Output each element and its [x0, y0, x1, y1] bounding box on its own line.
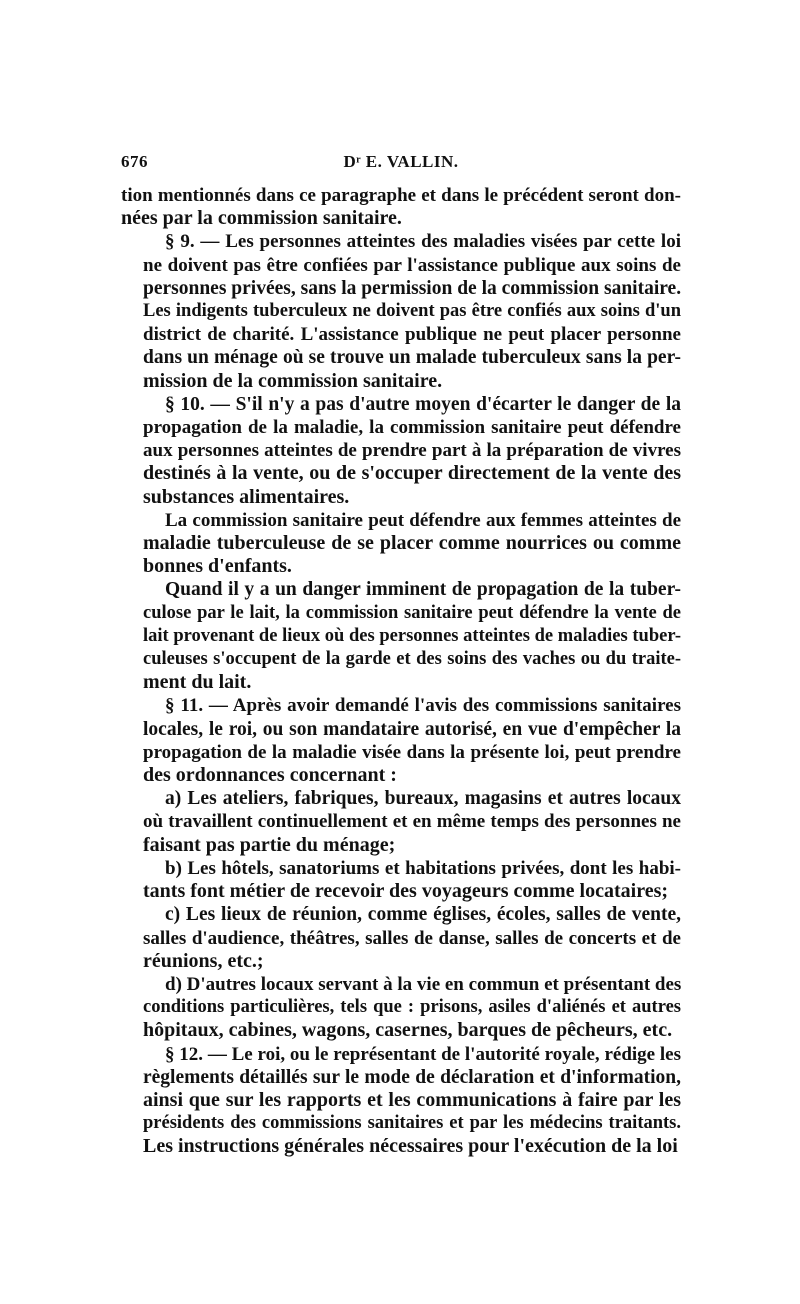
paragraph	[121, 230, 681, 392]
text-line: culose par le lait, la commission sanitaire peut défendre la vente de	[143, 602, 681, 623]
paragraph	[121, 393, 681, 509]
paragraph	[121, 694, 681, 787]
running-title: Dʳ E. VALLIN.	[343, 152, 459, 171]
text-line: Quand il y a un danger imminent de propagation de la tuber-	[165, 579, 681, 601]
text-line: ainsi que sur les rapports et les communications à faire par les	[143, 1088, 681, 1111]
paragraph	[121, 509, 681, 579]
text-line: salles d'audience, théâtres, salles de danse, salles de concerts et de	[143, 927, 681, 949]
text-line: lait provenant de lieux où des personnes atteintes de maladies tuber-	[143, 625, 681, 646]
text-line: La commission sanitaire peut défendre aux femmes atteintes de	[165, 509, 681, 531]
text-line: tion mentionnés dans ce paragraphe et dans le précédent seront don-	[121, 185, 681, 206]
text-line: propagation de la maladie, la commission sanitaire peut défendre	[143, 417, 681, 439]
paragraph	[121, 973, 681, 1043]
text-line: conditions particulières, tels que : prisons, asiles d'aliénés et autres	[143, 997, 681, 1018]
text-line: tants font métier de recevoir des voyageurs comme locataires;	[143, 880, 669, 903]
paragraph	[121, 787, 681, 857]
text-line: règlements détaillés sur le mode de déclaration et d'information,	[143, 1066, 681, 1088]
text-line: locales, le roi, ou son mandataire autorisé, en vue d'empêcher la	[143, 718, 681, 740]
page-header	[121, 150, 681, 180]
text-line: des ordonnances concernant :	[143, 764, 397, 787]
text-line: a) Les ateliers, fabriques, bureaux, magasins et autres locaux	[165, 788, 681, 810]
paragraph	[121, 1043, 681, 1159]
text-line: c) Les lieux de réunion, comme églises, écoles, salles de vente,	[165, 904, 681, 926]
text-line: district de charité. L'assistance publique ne peut placer personne	[143, 324, 681, 346]
page-body	[121, 184, 681, 1159]
text-line: Les indigents tuberculeux ne doivent pas être confiés aux soins d'un	[143, 301, 681, 322]
text-line: b) Les hôtels, sanatoriums et habitations privées, dont les habi-	[165, 857, 681, 879]
paragraph	[121, 857, 681, 903]
book-page	[121, 150, 681, 1159]
text-line: ment du lait.	[143, 671, 252, 694]
text-line: nées par la commission sanitaire.	[121, 207, 402, 230]
text-line: d) D'autres locaux servant à la vie en commun et présentant des	[165, 973, 682, 995]
paragraph	[121, 578, 681, 694]
text-line: présidents des commissions sanitaires et par les médecins traitants.	[143, 1113, 681, 1134]
paragraph	[121, 903, 681, 973]
paragraph	[121, 184, 681, 230]
text-line: ne doivent pas être confiées par l'assistance publique aux soins de	[143, 254, 681, 276]
text-line: Les instructions générales nécessaires pour l'exécution de la loi	[143, 1135, 678, 1158]
text-line: faisant pas partie du ménage;	[143, 833, 396, 856]
text-line: où travaillent continuellement et en même temps des personnes ne	[143, 811, 681, 833]
text-line: § 10. — S'il n'y a pas d'autre moyen d'écarter le danger de la	[165, 393, 681, 415]
text-line: bonnes d'enfants.	[143, 555, 292, 578]
text-line: maladie tuberculeuse de se placer comme nourrices ou comme	[143, 532, 681, 555]
text-line: dans un ménage où se trouve un malade tuberculeux sans la per-	[143, 347, 681, 369]
text-line: destinés à la vente, ou de s'occuper directement de la vente des	[143, 462, 681, 485]
text-line: § 9. — Les personnes atteintes des maladies visées par cette loi	[165, 231, 681, 253]
text-line: substances alimentaires.	[143, 485, 350, 508]
text-line: réunions, etc.;	[143, 949, 264, 972]
text-line: personnes privées, sans la permission de la commission sanitaire.	[143, 277, 682, 299]
text-line: propagation de la maladie visée dans la présente loi, peut prendre	[143, 741, 681, 763]
text-line: mission de la commission sanitaire.	[143, 369, 443, 392]
text-line: § 11. — Après avoir demandé l'avis des commissions sanitaires	[165, 695, 681, 717]
text-line: hôpitaux, cabines, wagons, casernes, barques de pêcheurs, etc.	[143, 1019, 673, 1042]
page-number: 676	[121, 152, 148, 171]
text-line: § 12. — Le roi, ou le représentant de l'autorité royale, rédige les	[165, 1043, 681, 1065]
text-line: aux personnes atteintes de prendre part à la préparation de vivres	[143, 440, 681, 462]
text-line: culeuses s'occupent de la garde et des soins des vaches ou du traite-	[143, 649, 681, 670]
